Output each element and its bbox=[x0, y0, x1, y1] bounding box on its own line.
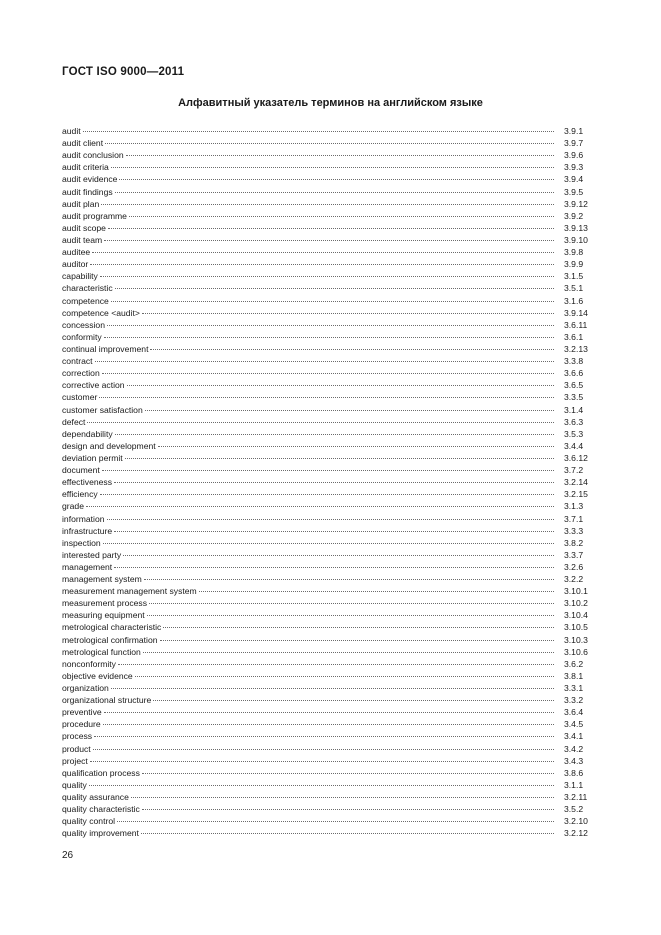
index-term: metrological characteristic bbox=[62, 622, 162, 633]
index-entry bbox=[62, 537, 598, 549]
index-section-ref: 3.9.10 bbox=[564, 234, 588, 245]
dot-leader bbox=[119, 179, 554, 180]
index-entry bbox=[62, 755, 598, 767]
index-entry bbox=[62, 282, 598, 294]
page-number: 26 bbox=[62, 850, 74, 861]
dot-leader bbox=[111, 301, 554, 302]
dot-leader bbox=[104, 337, 554, 338]
index-entry bbox=[62, 597, 598, 609]
dot-leader bbox=[123, 555, 554, 556]
index-entry bbox=[62, 404, 598, 416]
index-term: customer satisfaction bbox=[62, 404, 143, 415]
index-entry bbox=[62, 379, 598, 391]
index-entry bbox=[62, 331, 598, 343]
dot-leader bbox=[115, 288, 554, 289]
index-section-ref: 3.8.1 bbox=[564, 670, 584, 681]
index-term: audit scope bbox=[62, 222, 106, 233]
index-entry bbox=[62, 343, 598, 355]
index-section-ref: 3.6.1 bbox=[564, 331, 584, 342]
index-entry bbox=[62, 609, 598, 621]
index-term: auditee bbox=[62, 247, 91, 258]
dot-leader bbox=[86, 506, 554, 507]
index-section-ref: 3.6.4 bbox=[564, 707, 584, 718]
index-entry bbox=[62, 561, 598, 573]
index-term: efficiency bbox=[62, 489, 98, 500]
index-section-ref: 3.5.2 bbox=[564, 804, 584, 815]
index-entry bbox=[62, 210, 598, 222]
index-section-ref: 3.10.4 bbox=[564, 610, 588, 621]
index-section-ref: 3.9.6 bbox=[564, 150, 584, 161]
index-term: design and development bbox=[62, 440, 156, 451]
index-term: conformity bbox=[62, 331, 102, 342]
index-term: nonconformity bbox=[62, 658, 116, 669]
index-entry bbox=[62, 730, 598, 742]
dot-leader bbox=[127, 385, 554, 386]
index-term: qualification process bbox=[62, 767, 140, 778]
dot-leader bbox=[115, 192, 554, 193]
index-term: preventive bbox=[62, 707, 102, 718]
index-section-ref: 3.9.5 bbox=[564, 186, 584, 197]
dot-leader bbox=[149, 603, 554, 604]
index-term: quality bbox=[62, 779, 87, 790]
index-section-ref: 3.9.2 bbox=[564, 210, 584, 221]
index-section-ref: 3.6.12 bbox=[564, 452, 588, 463]
dot-leader bbox=[126, 155, 554, 156]
dot-leader bbox=[135, 676, 554, 677]
dot-leader bbox=[100, 494, 554, 495]
index-entry bbox=[62, 173, 598, 185]
index-section-ref: 3.6.6 bbox=[564, 368, 584, 379]
index-entry bbox=[62, 258, 598, 270]
dot-leader bbox=[105, 143, 554, 144]
dot-leader bbox=[160, 640, 554, 641]
index-section-ref: 3.9.13 bbox=[564, 222, 588, 233]
index-entry bbox=[62, 513, 598, 525]
dot-leader bbox=[141, 833, 554, 834]
index-entry bbox=[62, 319, 598, 331]
dot-leader bbox=[115, 434, 554, 435]
index-term: competence bbox=[62, 295, 109, 306]
index-entry bbox=[62, 694, 598, 706]
index-section-ref: 3.9.7 bbox=[564, 138, 584, 149]
index-entry bbox=[62, 670, 598, 682]
index-term: audit evidence bbox=[62, 174, 118, 185]
dot-leader bbox=[145, 410, 554, 411]
index-entry bbox=[62, 743, 598, 755]
index-section-ref: 3.4.2 bbox=[564, 743, 584, 754]
index-section-ref: 3.4.3 bbox=[564, 755, 584, 766]
index-entry bbox=[62, 391, 598, 403]
index-section-ref: 3.7.2 bbox=[564, 465, 584, 476]
index-section-ref: 3.4.1 bbox=[564, 731, 584, 742]
index-term: metrological confirmation bbox=[62, 634, 158, 645]
index-section-ref: 3.4.5 bbox=[564, 719, 584, 730]
dot-leader bbox=[143, 652, 554, 653]
index-entry bbox=[62, 767, 598, 779]
index-term: characteristic bbox=[62, 283, 113, 294]
index-section-ref: 3.4.4 bbox=[564, 440, 584, 451]
index-section-ref: 3.9.14 bbox=[564, 307, 588, 318]
index-term: correction bbox=[62, 368, 100, 379]
dot-leader bbox=[118, 664, 554, 665]
dot-leader bbox=[92, 252, 554, 253]
index-entry bbox=[62, 222, 598, 234]
index-entry bbox=[62, 416, 598, 428]
index-section-ref: 3.9.8 bbox=[564, 247, 584, 258]
index-entry bbox=[62, 198, 598, 210]
index-entry bbox=[62, 186, 598, 198]
dot-leader bbox=[102, 470, 554, 471]
dot-leader bbox=[199, 591, 554, 592]
index-section-ref: 3.10.1 bbox=[564, 586, 588, 597]
index-term: auditor bbox=[62, 259, 89, 270]
index-term: grade bbox=[62, 501, 84, 512]
index-term: management bbox=[62, 561, 113, 572]
dot-leader bbox=[117, 821, 554, 822]
term-index-list bbox=[62, 125, 598, 839]
index-term: audit programme bbox=[62, 210, 127, 221]
index-section-ref: 3.2.10 bbox=[564, 816, 588, 827]
index-term: audit bbox=[62, 126, 81, 136]
dot-leader bbox=[102, 373, 554, 374]
index-section-ref: 3.6.2 bbox=[564, 658, 584, 669]
index-section-ref: 3.10.6 bbox=[564, 646, 588, 657]
index-section-ref: 3.5.3 bbox=[564, 428, 584, 439]
index-term: metrological function bbox=[62, 646, 141, 657]
index-entry bbox=[62, 440, 598, 452]
index-entry bbox=[62, 791, 598, 803]
dot-leader bbox=[150, 349, 554, 350]
index-section-ref: 3.2.6 bbox=[564, 561, 584, 572]
index-section-ref: 3.2.13 bbox=[564, 343, 588, 354]
index-term: infrastructure bbox=[62, 525, 113, 536]
dot-leader bbox=[131, 797, 554, 798]
index-entry bbox=[62, 585, 598, 597]
index-section-ref: 3.7.1 bbox=[564, 513, 584, 524]
index-term: dependability bbox=[62, 428, 113, 439]
index-section-ref: 3.9.3 bbox=[564, 162, 584, 173]
index-section-ref: 3.3.3 bbox=[564, 525, 584, 536]
index-term: effectiveness bbox=[62, 477, 113, 488]
index-entry bbox=[62, 246, 598, 258]
index-entry bbox=[62, 149, 598, 161]
index-entry bbox=[62, 803, 598, 815]
index-section-ref: 3.1.1 bbox=[564, 779, 584, 790]
index-entry bbox=[62, 464, 598, 476]
dot-leader bbox=[100, 276, 554, 277]
index-section-ref: 3.8.6 bbox=[564, 767, 584, 778]
index-entry bbox=[62, 682, 598, 694]
dot-leader bbox=[94, 736, 554, 737]
index-term: organization bbox=[62, 683, 109, 694]
dot-leader bbox=[147, 615, 554, 616]
dot-leader bbox=[111, 167, 554, 168]
index-entry bbox=[62, 718, 598, 730]
dot-leader bbox=[101, 204, 554, 205]
index-section-ref: 3.2.14 bbox=[564, 477, 588, 488]
dot-leader bbox=[142, 773, 554, 774]
index-section-ref: 3.6.5 bbox=[564, 380, 584, 391]
index-term: quality improvement bbox=[62, 828, 139, 839]
index-term: audit client bbox=[62, 138, 104, 149]
index-section-ref: 3.1.5 bbox=[564, 271, 584, 282]
index-section-ref: 3.9.9 bbox=[564, 259, 584, 270]
index-entry bbox=[62, 779, 598, 791]
dot-leader bbox=[108, 228, 554, 229]
index-entry bbox=[62, 234, 598, 246]
index-section-ref: 3.2.11 bbox=[564, 792, 588, 803]
document-code: ГОСТ ISO 9000—2011 bbox=[62, 66, 185, 78]
dot-leader bbox=[90, 761, 554, 762]
index-term: objective evidence bbox=[62, 670, 133, 681]
dot-leader bbox=[89, 785, 554, 786]
dot-leader bbox=[114, 482, 554, 483]
index-section-ref: 3.1.3 bbox=[564, 501, 584, 512]
index-entry bbox=[62, 658, 598, 670]
index-section-ref: 3.9.4 bbox=[564, 174, 584, 185]
index-term: audit criteria bbox=[62, 162, 109, 173]
index-entry bbox=[62, 125, 598, 137]
index-term: competence <audit> bbox=[62, 307, 140, 318]
index-term: audit team bbox=[62, 234, 103, 245]
index-entry bbox=[62, 621, 598, 633]
dot-leader bbox=[103, 724, 554, 725]
index-term: process bbox=[62, 731, 93, 742]
index-entry bbox=[62, 500, 598, 512]
index-section-ref: 3.3.1 bbox=[564, 683, 584, 694]
index-section-ref: 3.9.12 bbox=[564, 198, 588, 209]
dot-leader bbox=[114, 567, 554, 568]
index-term: quality control bbox=[62, 816, 116, 827]
index-section-ref: 3.6.11 bbox=[564, 319, 588, 330]
index-section-ref: 3.3.2 bbox=[564, 695, 584, 706]
index-entry bbox=[62, 827, 598, 839]
index-term: concession bbox=[62, 319, 105, 330]
dot-leader bbox=[93, 749, 554, 750]
index-section-ref: 3.10.3 bbox=[564, 634, 588, 645]
index-entry bbox=[62, 549, 598, 561]
index-section-ref: 3.2.15 bbox=[564, 489, 588, 500]
index-term: procedure bbox=[62, 719, 101, 730]
index-entry bbox=[62, 295, 598, 307]
index-term: project bbox=[62, 755, 88, 766]
dot-leader bbox=[90, 264, 554, 265]
dot-leader bbox=[153, 700, 554, 701]
index-section-ref: 3.9.1 bbox=[564, 126, 584, 136]
index-section-ref: 3.1.4 bbox=[564, 404, 584, 415]
index-entry bbox=[62, 488, 598, 500]
index-entry bbox=[62, 367, 598, 379]
index-entry bbox=[62, 270, 598, 282]
index-section-ref: 3.2.12 bbox=[564, 828, 588, 839]
index-term: deviation permit bbox=[62, 452, 123, 463]
index-term: measurement process bbox=[62, 598, 148, 609]
index-entry bbox=[62, 307, 598, 319]
index-term: capability bbox=[62, 271, 98, 282]
index-entry bbox=[62, 706, 598, 718]
index-entry bbox=[62, 634, 598, 646]
index-title: Алфавитный указатель терминов на английском языке bbox=[178, 97, 483, 109]
index-section-ref: 3.3.5 bbox=[564, 392, 584, 403]
index-term: inspection bbox=[62, 537, 101, 548]
index-term: interested party bbox=[62, 549, 122, 560]
index-entry bbox=[62, 161, 598, 173]
index-term: measuring equipment bbox=[62, 610, 145, 621]
index-term: organizational structure bbox=[62, 695, 152, 706]
index-term: product bbox=[62, 743, 91, 754]
index-term: customer bbox=[62, 392, 98, 403]
index-section-ref: 3.3.7 bbox=[564, 549, 584, 560]
index-entry bbox=[62, 428, 598, 440]
dot-leader bbox=[144, 579, 554, 580]
index-entry bbox=[62, 815, 598, 827]
dot-leader bbox=[158, 446, 554, 447]
index-term: information bbox=[62, 513, 105, 524]
index-term: corrective action bbox=[62, 380, 125, 391]
index-section-ref: 3.1.6 bbox=[564, 295, 584, 306]
index-entry bbox=[62, 525, 598, 537]
index-section-ref: 3.6.3 bbox=[564, 416, 584, 427]
index-entry bbox=[62, 137, 598, 149]
index-section-ref: 3.10.5 bbox=[564, 622, 588, 633]
dot-leader bbox=[142, 313, 554, 314]
index-section-ref: 3.3.8 bbox=[564, 356, 584, 367]
index-entry bbox=[62, 646, 598, 658]
index-section-ref: 3.10.2 bbox=[564, 598, 588, 609]
dot-leader bbox=[87, 422, 554, 423]
dot-leader bbox=[95, 361, 554, 362]
index-section-ref: 3.5.1 bbox=[564, 283, 584, 294]
index-entry bbox=[62, 355, 598, 367]
dot-leader bbox=[103, 543, 554, 544]
dot-leader bbox=[107, 519, 554, 520]
index-term: document bbox=[62, 465, 100, 476]
index-term: audit findings bbox=[62, 186, 113, 197]
index-term: audit plan bbox=[62, 198, 100, 209]
index-term: quality assurance bbox=[62, 792, 129, 803]
index-entry bbox=[62, 476, 598, 488]
dot-leader bbox=[99, 397, 554, 398]
index-section-ref: 3.8.2 bbox=[564, 537, 584, 548]
index-term: contract bbox=[62, 356, 93, 367]
index-section-ref: 3.2.2 bbox=[564, 574, 584, 585]
index-entry bbox=[62, 573, 598, 585]
index-term: quality characteristic bbox=[62, 804, 140, 815]
dot-leader bbox=[129, 216, 554, 217]
index-term: audit conclusion bbox=[62, 150, 124, 161]
dot-leader bbox=[142, 809, 554, 810]
dot-leader bbox=[114, 531, 554, 532]
index-term: management system bbox=[62, 574, 142, 585]
dot-leader bbox=[163, 627, 554, 628]
index-term: defect bbox=[62, 416, 86, 427]
index-term: measurement management system bbox=[62, 586, 197, 597]
index-entry bbox=[62, 452, 598, 464]
dot-leader bbox=[104, 712, 554, 713]
index-term: continual improvement bbox=[62, 343, 149, 354]
dot-leader bbox=[107, 325, 554, 326]
dot-leader bbox=[111, 688, 554, 689]
dot-leader bbox=[104, 240, 554, 241]
dot-leader bbox=[125, 458, 554, 459]
dot-leader bbox=[83, 131, 554, 132]
